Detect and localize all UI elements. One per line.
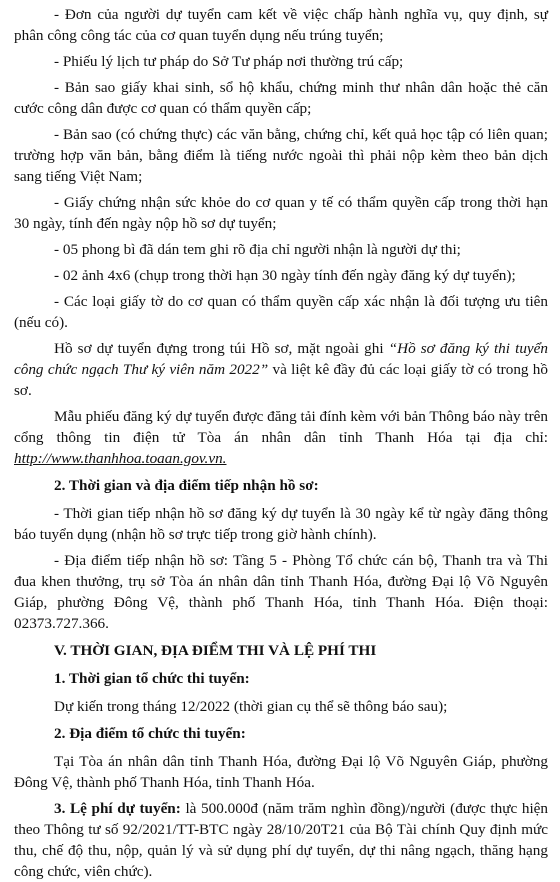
section-heading-roman-v: V. THỜI GIAN, ĐỊA ĐIỂM THI VÀ LỆ PHÍ THI bbox=[54, 642, 377, 659]
paragraph-diplomas: - Bản sao (có chứng thực) các văn bằng, chứng chỉ, kết quả học tập có liên quan; trường hợp văn bản, bằng điểm là tiếng nước ngoài thì phải nộp kèm theo bản dịch sang tiếng Việt Nam; bbox=[14, 126, 548, 185]
paragraph-birth-certificate: - Bản sao giấy khai sinh, sổ hộ khẩu, chứng minh thư nhân dân hoặc thẻ căn cước công dân được cơ quan có thẩm quyền cấp; bbox=[14, 79, 548, 117]
dossier-text-c: và liệt kê đầy đủ các loại giấy tờ có trong hồ sơ. bbox=[14, 361, 548, 399]
paragraph-exam-place: Tại Tòa án nhân dân tỉnh Thanh Hóa, đường Đại lộ Võ Nguyên Giáp, phường Đông Vệ, thành phố Thanh Hóa, tỉnh Thanh Hóa. bbox=[14, 753, 548, 791]
paragraph-judicial-record: - Phiếu lý lịch tư pháp do Sở Tư pháp nơi thường trú cấp; bbox=[54, 53, 404, 70]
paragraph-health-certificate: - Giấy chứng nhận sức khỏe do cơ quan y tế có thẩm quyền cấp trong thời hạn 30 ngày, tính đến ngày nộp hồ sơ dự tuyển; bbox=[14, 194, 548, 232]
paragraph-receiving-time: - Thời gian tiếp nhận hồ sơ đăng ký dự tuyển là 30 ngày kể từ ngày đăng thông báo tuyển dụng (nhận hồ sơ trực tiếp trong giờ hành chính). bbox=[14, 505, 548, 543]
section-heading-receiving: 2. Thời gian và địa điểm tiếp nhận hồ sơ: bbox=[54, 477, 319, 494]
paragraph-photos: - 02 ảnh 4x6 (chụp trong thời hạn 30 ngày tính đến ngày đăng ký dự tuyển); bbox=[54, 267, 516, 284]
section-heading-exam-time: 1. Thời gian tổ chức thi tuyển: bbox=[54, 670, 250, 687]
dossier-quote: “Hồ sơ đăng ký thi tuyển công chức ngạch Thư ký viên năm 2022” bbox=[14, 340, 548, 378]
exam-fee-text: là 500.000đ (năm trăm nghìn đồng)/người (được thực hiện theo Thông tư số 92/2021/TT-BTC ngày 28/10/20T21 của Bộ Tài chính Quy định mức thu, chế độ thu, nộp, quản lý và sử dụng phí dự tuyển, dự thi nâng ngạch, thăng hạng công chức, viên chức). bbox=[14, 800, 548, 880]
paragraph-envelopes: - 05 phong bì đã dán tem ghi rõ địa chỉ người nhận là người dự thi; bbox=[54, 241, 461, 258]
dossier-text-a: Hồ sơ dự tuyển đựng trong túi Hồ sơ, mặt ngoài ghi bbox=[54, 340, 389, 357]
paragraph-exam-fee bbox=[14, 798, 548, 882]
paragraph-commitment: - Đơn của người dự tuyển cam kết về việc chấp hành nghĩa vụ, quy định, sự phân công công tác của cơ quan tuyển dụng nếu trúng tuyển; bbox=[14, 6, 548, 44]
registration-text: Mẫu phiếu đăng ký dự tuyển được đăng tải đính kèm với bản Thông báo này trên cổng thông tin điện tử Tòa án nhân dân tỉnh Thanh Hóa tại địa chỉ: bbox=[14, 408, 548, 446]
court-website-link[interactable]: http://www.thanhhoa.toaan.gov.vn. bbox=[14, 450, 227, 467]
paragraph-receiving-place: - Địa điểm tiếp nhận hồ sơ: Tầng 5 - Phòng Tổ chức cán bộ, Thanh tra và Thi đua khen thưởng, trụ sở Tòa án nhân dân tỉnh Thanh Hóa, đường Đại lộ Võ Nguyên Giáp, phường Đông Vệ, thành phố Thanh Hóa, tỉnh Thanh Hóa. Điện thoại: 02373.727.366. bbox=[14, 552, 548, 632]
exam-fee-label: 3. Lệ phí dự tuyển: bbox=[54, 800, 181, 817]
section-heading-exam-place: 2. Địa điểm tổ chức thi tuyển: bbox=[54, 725, 246, 742]
paragraph-dossier-envelope bbox=[14, 338, 548, 401]
paragraph-priority-docs: - Các loại giấy tờ do cơ quan có thẩm quyền cấp xác nhận là đối tượng ưu tiên (nếu có). bbox=[14, 293, 548, 331]
paragraph-registration-form bbox=[14, 406, 548, 469]
paragraph-exam-time: Dự kiến trong tháng 12/2022 (thời gian cụ thể sẽ thông báo sau); bbox=[54, 698, 448, 715]
